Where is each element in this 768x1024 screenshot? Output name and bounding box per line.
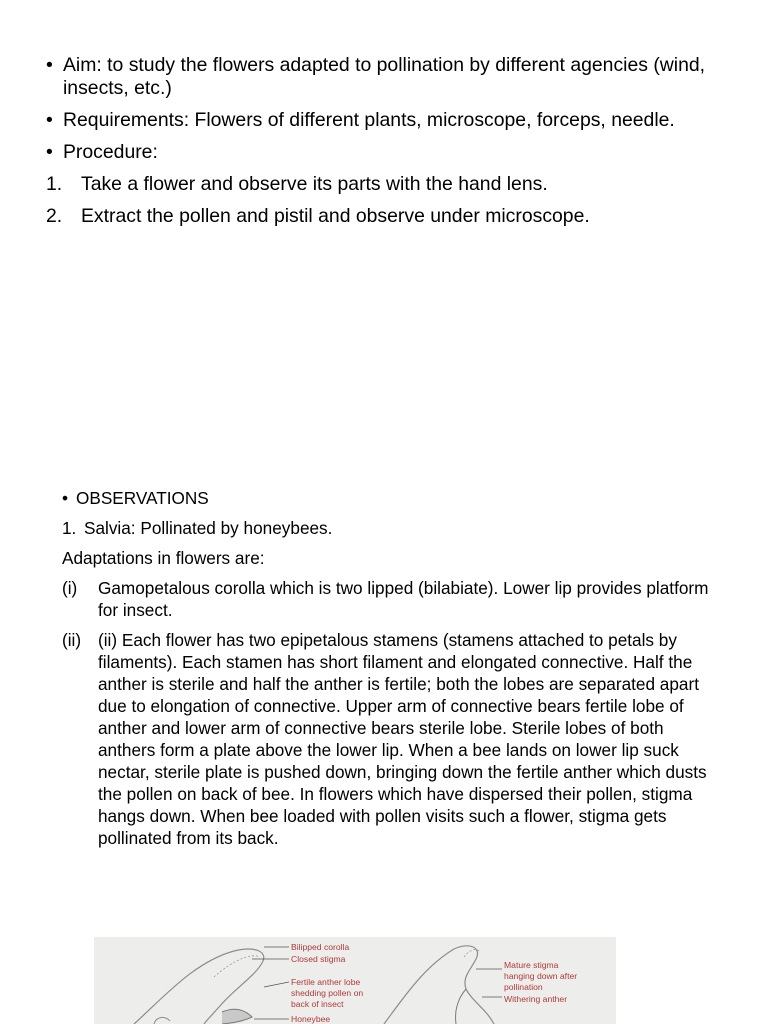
bullet-requirements: [46, 109, 726, 132]
adaptation-point-ii: [62, 629, 722, 849]
label-fertile-anther-2: shedding pollen on: [291, 988, 364, 998]
intro-text: Adaptations in flowers are:: [62, 548, 265, 568]
slide-aim-procedure: [0, 0, 768, 470]
point-text: (ii) Each flower has two epipetalous stamens (stamens attached to petals by filaments). Each stamen has short filament and elongated connective. Half the anther is sterile and half the anther is fertile; both the lobes are separated apart due to elongation of connective. Upper arm of connective bears fertile lobe of anther and lower arm of connective bears sterile lobe. Sterile lobes of both anthers form a plate above the lower lip. When a bee lands on lower lip suck nectar, sterile plate is pushed down, bringing down the fertile anther which dusts the pollen on back of bee. In flowers which have dispersed their pollen, stigma hangs down. When bee loaded with pollen visits such a flower, stigma gets pollinated from its back.: [98, 630, 707, 848]
procedure-step-2: [46, 205, 726, 228]
label-closed-stigma: Closed stigma: [291, 954, 346, 964]
right-stigma: [456, 989, 466, 1024]
observations-heading-row: [62, 487, 722, 509]
step-number: 2.: [46, 205, 63, 227]
label-fertile-anther-3: back of insect: [291, 999, 344, 1009]
bullet-procedure: [46, 141, 726, 164]
requirements-text: Requirements: Flowers of different plants, microscope, forceps, needle.: [63, 109, 675, 131]
label-honeybee: Honeybee: [291, 1014, 331, 1024]
point-number: (i): [62, 578, 78, 598]
bullet-dot: •: [62, 488, 69, 508]
label-mature-stigma-3: pollination: [504, 982, 543, 992]
procedure-step-1: [46, 173, 726, 196]
right-corolla-outline: [384, 946, 494, 1024]
observations-heading: OBSERVATIONS: [76, 488, 209, 508]
label-mature-stigma: Mature stigma: [504, 960, 559, 970]
bullet-aim: [46, 54, 726, 100]
adaptation-point-i: [62, 577, 722, 621]
point-number: (ii): [62, 630, 82, 650]
leader-line: [264, 982, 289, 987]
label-fertile-anther: Fertile anther lobe: [291, 977, 361, 987]
step-number: 1.: [46, 173, 63, 195]
left-anther-lobe: [222, 1009, 252, 1024]
slide1-text: [46, 54, 726, 237]
salvia-flower-diagram: [94, 937, 616, 1024]
bullet-dot: •: [46, 54, 53, 76]
left-base-stroke: [154, 1017, 170, 1024]
bullet-dot: •: [46, 141, 53, 163]
step-text: Extract the pollen and pistil and observe under microscope.: [81, 205, 590, 227]
point-text: Gamopetalous corolla which is two lipped (bilabiate). Lower lip provides platform for insect.: [98, 578, 709, 620]
diagram-drawing: [94, 937, 616, 1024]
observation-item-1: [62, 517, 722, 539]
slide2-text: [62, 487, 722, 857]
bullet-dot: •: [46, 109, 53, 131]
procedure-text: Procedure:: [63, 141, 158, 163]
aim-text: Aim: to study the flowers adapted to pollination by different agencies (wind, insects, etc.): [63, 54, 706, 99]
label-withering-anther: Withering anther: [504, 994, 568, 1004]
adaptations-intro: [62, 547, 722, 569]
item-number: 1.: [62, 518, 77, 538]
label-mature-stigma-2: hanging down after: [504, 971, 578, 981]
item-text: Salvia: Pollinated by honeybees.: [84, 518, 333, 538]
label-bilipped-corolla: Bilipped corolla: [291, 942, 350, 952]
step-text: Take a flower and observe its parts with the hand lens.: [81, 173, 548, 195]
slide-observations: [0, 470, 768, 1024]
